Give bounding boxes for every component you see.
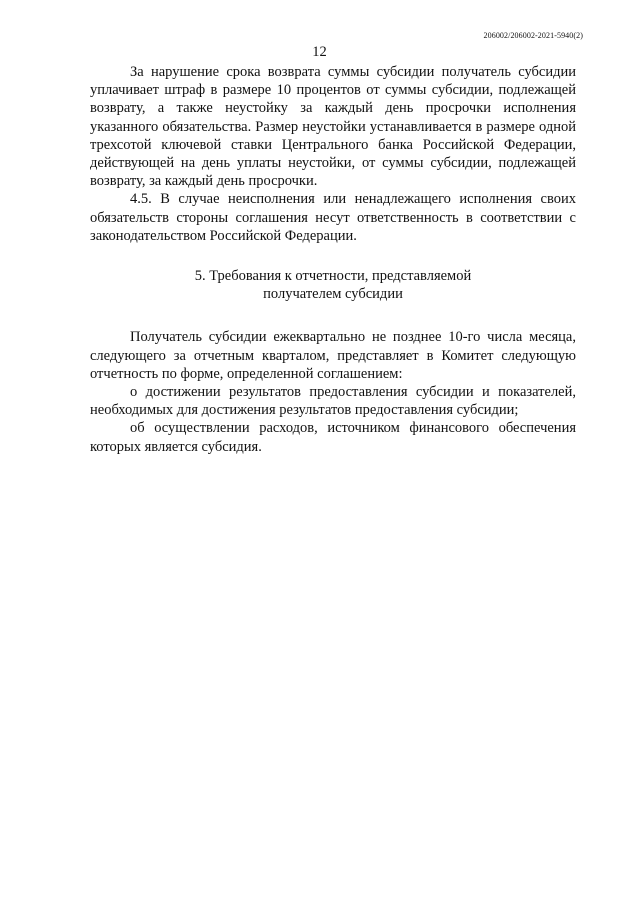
paragraph-penalty: За нарушение срока возврата суммы субсидии получатель субсидии уплачивает штраф в размере 10 процентов от суммы субсидии, подлежащей возврату, а также неустойку за каждый день просрочки исполнения указанного обязательства. Размер неустойки устанавливается в размере одной трехсотой ключевой ставки Центрального банка Российской Федерации, действующей на день уплаты неустойки, от суммы субсидии, подлежащей возврату, за каждый день просрочки.: [90, 64, 576, 190]
paragraph-reporting: Получатель субсидии ежеквартально не позднее 10-го числа месяца, следующего за отчетным кварталом, представляет в Комитет следующую отчетность по форме, определенной соглашением:: [90, 329, 576, 382]
paragraph-expenses: об осуществлении расходов, источником финансового обеспечения которых является субсидия.: [90, 420, 576, 455]
page-number: 12: [312, 44, 327, 60]
paragraph-results: о достижении результатов предоставления субсидии и показателей, необходимых для достижения результатов предоставления субсидии;: [90, 384, 576, 419]
document-id: 206002/206002-2021-5940(2): [483, 31, 583, 40]
heading-line-2: получателем субсидии: [263, 286, 403, 303]
document-body: [90, 63, 576, 456]
paragraph-4-5: 4.5. В случае неисполнения или ненадлежащего исполнения своих обязательств стороны соглашения несут ответственность в соответствии с законодательством Российской Федерации.: [90, 191, 576, 244]
heading-line-1: 5. Требования к отчетности, представляемой: [194, 268, 472, 285]
section-5-heading: [90, 267, 576, 303]
